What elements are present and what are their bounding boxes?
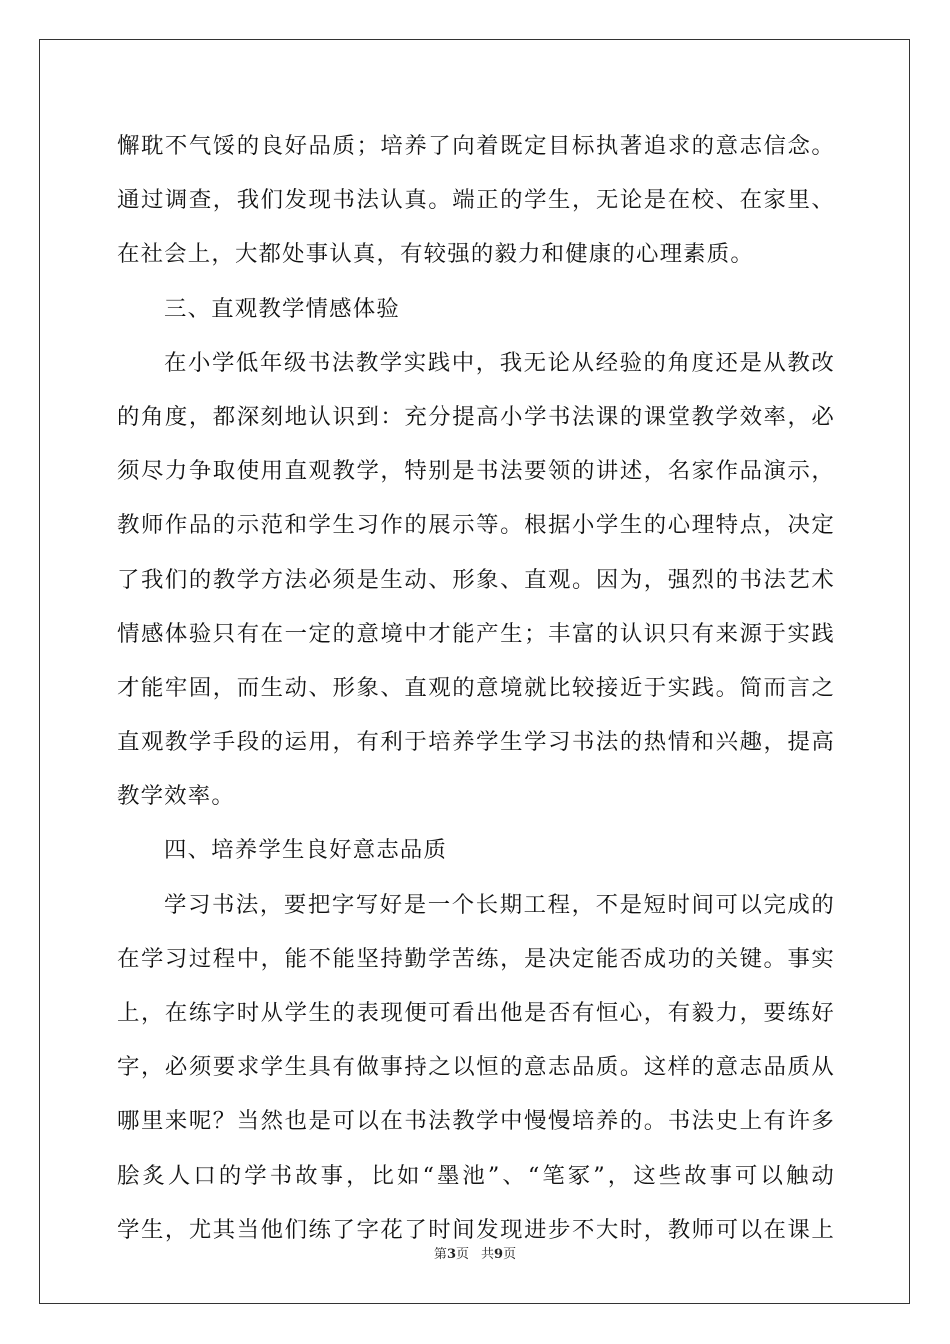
section-heading: 三、直观教学情感体验 (164, 295, 400, 322)
current-page-number: 3 (446, 1247, 456, 1262)
total-pages-number: 9 (494, 1247, 504, 1262)
paragraph-line: 上，在练字时从学生的表现便可看出他是否有恒心，有毅力，要练好 (117, 1000, 835, 1026)
paragraph-line: 通过调查，我们发现书法认真。端正的学生，无论是在校、在家里、 (117, 187, 835, 214)
paragraph-line: 哪里来呢？当然也是可以在书法教学中慢慢培养的。书法史上有许多 (117, 1108, 835, 1135)
paragraph-line: 教学效率。 (117, 783, 235, 810)
page-footer (0, 1246, 950, 1264)
paragraph-line: 懈耽不气馁的良好品质；培养了向着既定目标执著追求的意志信念。 (117, 133, 835, 159)
paragraph-line: 直观教学手段的运用，有利于培养学生学习书法的热情和兴趣，提高 (117, 729, 835, 756)
paragraph-line: 才能牢固，而生动、形象、直观的意境就比较接近于实践。简而言之 (117, 674, 835, 701)
paragraph-line: 须尽力争取使用直观教学，特别是书法要领的讲述，名家作品演示， (117, 458, 835, 485)
paragraph-line: 了我们的教学方法必须是生动、形象、直观。因为，强烈的书法艺术 (117, 566, 835, 593)
paragraph-line: 的角度，都深刻地认识到：充分提高小学书法课的课堂教学效率，必 (117, 403, 835, 430)
paragraph-line: 学习书法，要把字写好是一个长期工程，不是短时间可以完成的 (164, 891, 835, 918)
page-suffix: 页 (455, 1247, 469, 1262)
paragraph-line: 脍炙人口的学书故事，比如“墨池”、“笔冢”，这些故事可以触动 (117, 1162, 835, 1189)
paragraph-line: 字，必须要求学生具有做事持之以恒的意志品质。这样的意志品质从 (117, 1054, 835, 1081)
paragraph-line: 在小学低年级书法教学实践中，我无论从经验的角度还是从教改 (164, 349, 835, 376)
paragraph-line: 在社会上，大都处事认真，有较强的毅力和健康的心理素质。 (117, 241, 754, 268)
paragraph-line: 情感体验只有在一定的意境中才能产生；丰富的认识只有来源于实践 (117, 620, 835, 647)
total-indicator (481, 1247, 516, 1262)
page-prefix: 第 (433, 1247, 447, 1262)
total-prefix: 共 (481, 1247, 495, 1262)
document-body (117, 126, 835, 1264)
paragraph-line: 在学习过程中，能不能坚持勤学苦练，是决定能否成功的关键。事实 (117, 945, 835, 972)
paragraph-line: 教师作品的示范和学生习作的展示等。根据小学生的心理特点，决定 (117, 512, 835, 539)
total-suffix: 页 (503, 1247, 517, 1262)
page-indicator (434, 1247, 469, 1262)
section-heading: 四、培养学生良好意志品质 (164, 837, 448, 864)
paragraph-line: 学生，尤其当他们练了字花了时间发现进步不大时，教师可以在课上 (117, 1216, 835, 1243)
